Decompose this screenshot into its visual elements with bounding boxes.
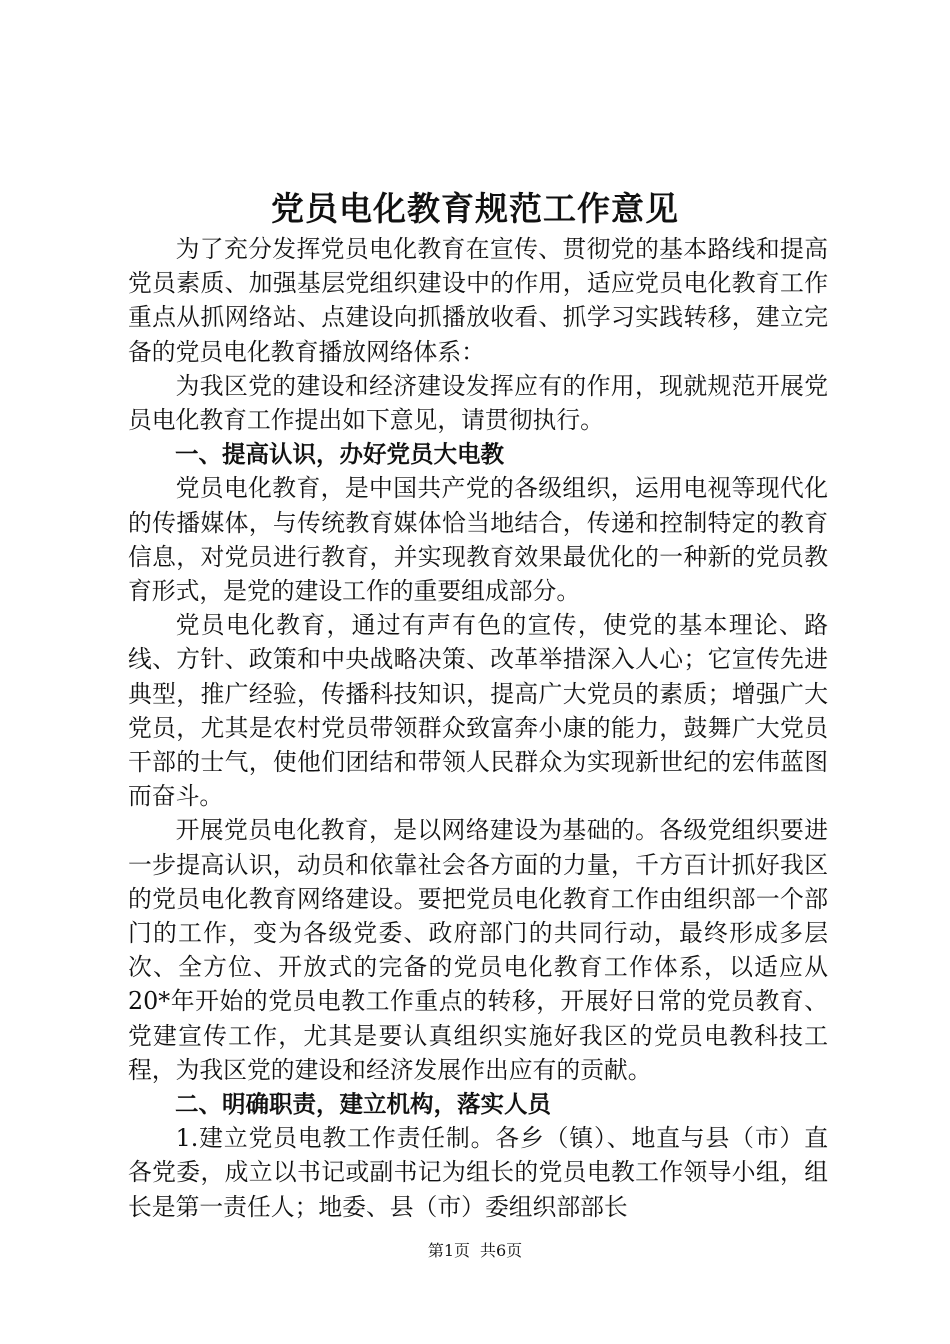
paragraph-purpose: 为我区党的建设和经济建设发挥应有的作用，现就规范开展党员电化教育工作提出如下意见，请贯彻执行。 [128,371,828,435]
document-body [128,232,828,1224]
paragraph-role: 党员电化教育，通过有声有色的宣传，使党的基本理论、路线、方针、政策和中央战略决策、改革举措深入人心；它宣传先进典型，推广经验，传播科技知识，提高广大党员的素质；增强广大党员，尤其是农村党员带领群众致富奔小康的能力，鼓舞广大党员干部的士气，使他们团结和带领人民群众为实现新世纪的宏伟蓝图而奋斗。 [128,611,828,811]
page-number: 第1页 [427,1241,470,1260]
paragraph-responsibility: 1.建立党员电教工作责任制。各乡（镇）、地直与县（市）直各党委，成立以书记或副书记为组长的党员电教工作领导小组，组长是第一责任人；地委、县（市）委组织部部长 [128,1124,828,1221]
paragraph-definition: 党员电化教育，是中国共产党的各级组织，运用电视等现代化的传播媒体，与传统教育媒体恰当地结合，传递和控制特定的教育信息，对党员进行教育，并实现教育效果最优化的一种新的党员教育形式，是党的建设工作的重要组成部分。 [128,474,828,606]
paragraph-intro: 为了充分发挥党员电化教育在宣传、贯彻党的基本路线和提高党员素质、加强基层党组织建设中的作用，适应党员电化教育工作重点从抓网络站、点建设向抓播放收看、抓学习实践转移，建立完备的党员电化教育播放网络体系： [128,235,828,366]
page-total: 共6页 [480,1241,523,1260]
section-heading-1: 一、提高认识，办好党员大电教 [175,440,504,469]
section-heading-2: 二、明确职责，建立机构，落实人员 [175,1090,551,1119]
document-title: 党员电化教育规范工作意见 [271,189,679,228]
paragraph-network: 开展党员电化教育，是以网络建设为基础的。各级党组织要进一步提高认识，动员和依靠社会各方面的力量，千方百计抓好我区的党员电化教育网络建设。要把党员电化教育工作由组织部一个部门的工作，变为各级党委、政府部门的共同行动，最终形成多层次、全方位、开放式的完备的党员电化教育工作体系，以适应从20*年开始的党员电教工作重点的转移，开展好日常的党员教育、党建宣传工作，尤其是要认真组织实施好我区的党员电教科技工程，为我区党的建设和经济发展作出应有的贡献。 [128,816,828,1084]
page-footer [0,1240,950,1262]
